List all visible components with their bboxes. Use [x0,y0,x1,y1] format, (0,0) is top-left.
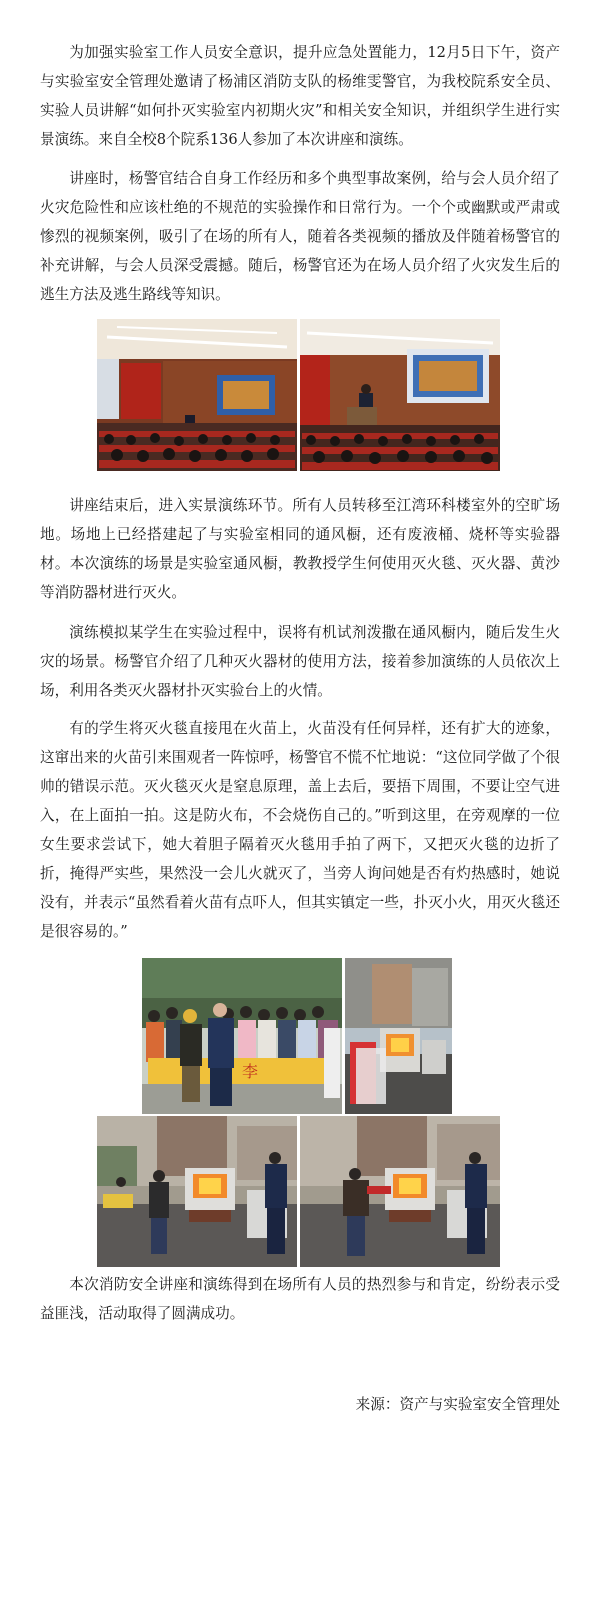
lecture-hall-photo [97,319,500,471]
fire-drill-photo-2 [97,1116,500,1267]
paragraph-drill-scenario: 演练模拟某学生在实验过程中，误将有机试剂泼撒在通风橱内，随后发生火灾的场景。杨警官介绍了几种灭火器材的使用方法，接着参加演练的人员依次上场，利用各类灭火器材扑灭实验台上的火情。 [40,624,560,699]
banner-tag-text: 李 [242,1062,259,1081]
paragraph-fire-blanket: 有的学生将灭火毯直接甩在火苗上，火苗没有任何异样，还有扩大的迹象，这窜出来的火苗引来围观者一阵惊呼，杨警官不慌不忙地说：“这位同学做了个很帅的错误示范。灭火毯灭火是窒息原理，盖上去后，要捂下周围，不要让空气进入，在上面拍一拍。这是防火布，不会烧伤自己的。”听到这里，在旁观摩的一位女生要求尝试下，她大着胆子隔着灭火毯用手拍了两下，又把灭火毯的边折了折，掩得严实些，果然没一会儿火就灭了，当旁人询问她是否有灼热感时，她说没有，并表示“虽然看着火苗有点吓人，但其实镇定一些，扑灭小火，用灭火毯还是很容易的。” [40,720,560,940]
fire-drill-photo-1 [142,958,452,1114]
paragraph-intro: 为加强实验室工作人员安全意识，提升应急处置能力，12月5日下午，资产与实验室安全管理处邀请了杨浦区消防支队的杨维雯警官，为我校院系安全员、实验人员讲解“如何扑灭实验室内初期火灾”和相关安全知识，并组织学生进行实景演练。来自全校8个院系136人参加了本次讲座和演练。 [40,44,560,148]
paragraph-lecture: 讲座时，杨警官结合自身工作经历和多个典型事故案例，给与会人员介绍了火灾危险性和应该杜绝的不规范的实验操作和日常行为。一个个或幽默或严肃或惨烈的视频案例，吸引了在场的所有人，随着各类视频的播放及伴随着杨警官的补充讲解，与会人员深受震撼。随后，杨警官还为在场人员介绍了火灾发生后的逃生方法及逃生路线等知识。 [40,170,560,303]
paragraph-drill-setup: 讲座结束后，进入实景演练环节。所有人员转移至江湾环科楼室外的空旷场地。场地上已经搭建起了与实验室相同的通风橱，还有废液桶、烧杯等实验器材。本次演练的场景是实验室通风橱，教教授学生何使用灭火毯、灭火器、黄沙等消防器材进行灭火。 [40,497,560,601]
paragraph-conclusion: 本次消防安全讲座和演练得到在场所有人员的热烈参与和肯定，纷纷表示受益匪浅，活动取得了圆满成功。 [40,1276,560,1322]
article-source: 来源：资产与实验室安全管理处 [355,1396,560,1413]
